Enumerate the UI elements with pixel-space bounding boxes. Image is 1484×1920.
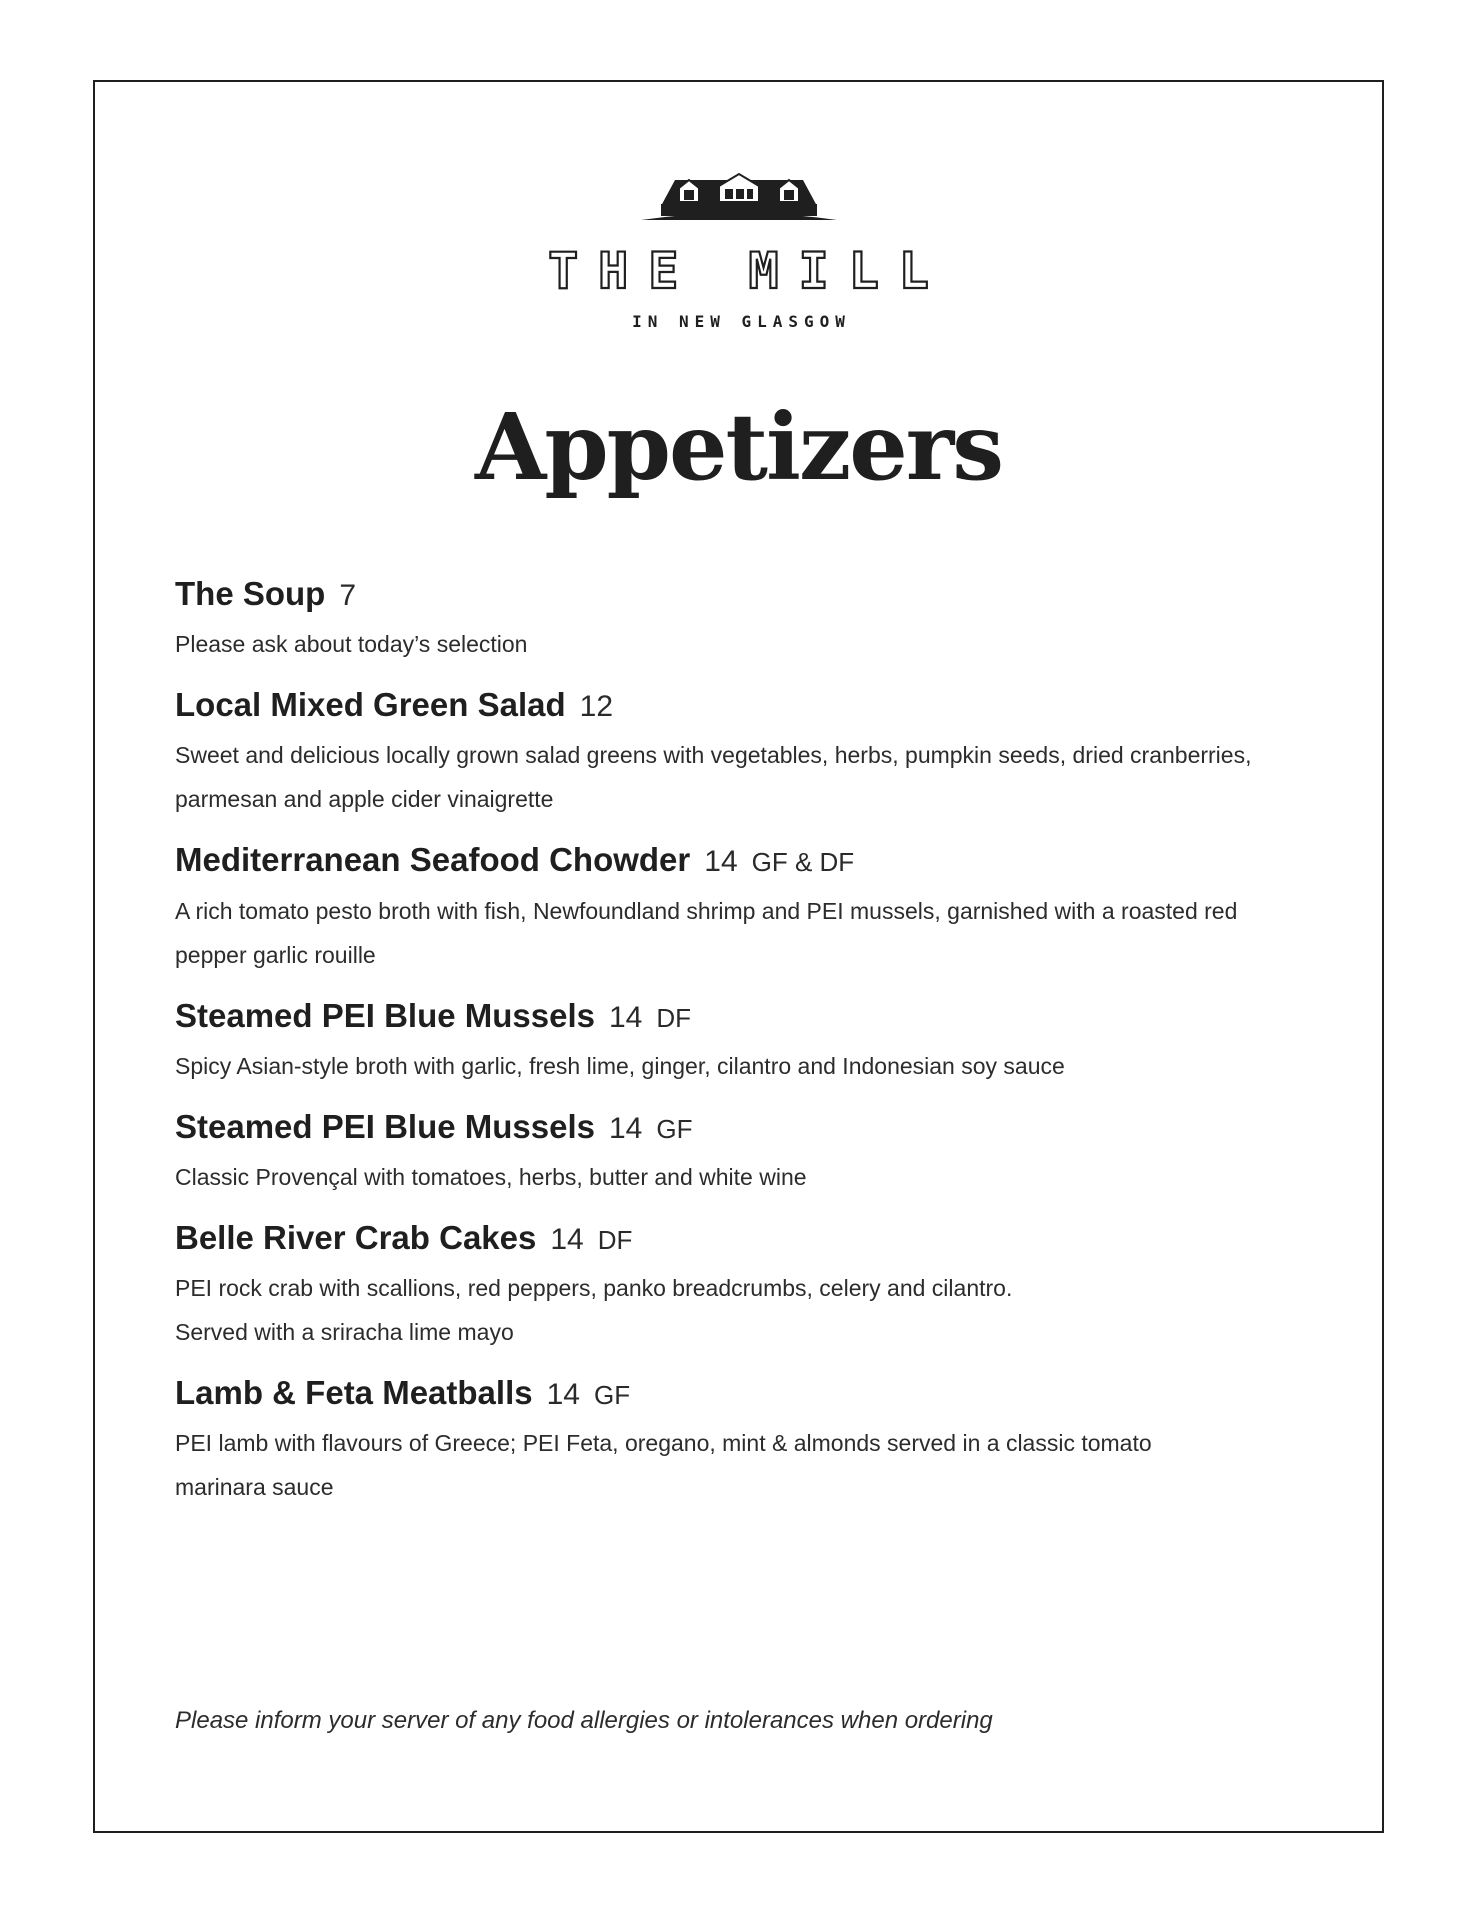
item-price: 14 xyxy=(704,845,738,879)
restaurant-location: IN NEW GLASGOW xyxy=(632,312,851,331)
item-name: Mediterranean Seafood Chowder xyxy=(175,841,691,879)
item-description-line: PEI rock crab with scallions, red peppers, panko breadcrumbs, celery and cilantro. xyxy=(175,1275,1013,1302)
item-price: 14 xyxy=(546,1378,580,1412)
item-name: Steamed PEI Blue Mussels xyxy=(175,1107,595,1145)
item-price: 12 xyxy=(579,690,614,724)
item-name: Steamed PEI Blue Mussels xyxy=(175,996,595,1034)
item-name: Local Mixed Green Salad xyxy=(175,686,566,724)
menu-frame xyxy=(93,80,1384,1833)
item-description: Please ask about today’s selection xyxy=(175,631,528,658)
item-description xyxy=(175,1266,1305,1354)
restaurant-name: THE MILL xyxy=(548,242,949,300)
page-title: Appetizers xyxy=(474,393,1003,501)
item-price: 14 xyxy=(550,1222,584,1256)
menu-item-meatballs xyxy=(175,1373,1305,1509)
item-name: Belle River Crab Cakes xyxy=(175,1218,537,1256)
item-description: Sweet and delicious locally grown salad greens with vegetables, herbs, pumpkin seeds, dried cranberries, parmesan and apple cider vinaigrette xyxy=(175,742,1252,813)
item-price: 14 xyxy=(609,1000,643,1034)
dietary-tag: GF & DF xyxy=(751,847,855,878)
menu-list xyxy=(175,574,1305,1528)
item-price: 7 xyxy=(339,579,357,612)
menu-item-chowder xyxy=(175,840,1305,976)
item-price: 14 xyxy=(609,1111,643,1145)
dietary-tag: DF xyxy=(656,1002,692,1033)
item-description: Spicy Asian-style broth with garlic, fresh lime, ginger, cilantro and Indonesian soy sauce xyxy=(175,1052,1065,1079)
item-name: The Soup xyxy=(175,575,326,612)
item-description: Classic Provençal with tomatoes, herbs, butter and white wine xyxy=(175,1163,807,1190)
mill-building-icon xyxy=(639,172,839,228)
menu-item-soup xyxy=(175,574,1305,666)
menu-item-salad xyxy=(175,685,1305,821)
menu-item-mussels-asian xyxy=(175,996,1305,1088)
item-description: A rich tomato pesto broth with fish, Newfoundland shrimp and PEI mussels, garnished with a roasted red pepper garlic rouille xyxy=(175,897,1238,968)
item-description: PEI lamb with flavours of Greece; PEI Feta, oregano, mint & almonds served in a classic tomato marinara sauce xyxy=(175,1430,1152,1501)
dietary-tag: DF xyxy=(597,1224,633,1255)
item-description-line: Served with a sriracha lime mayo xyxy=(175,1319,514,1346)
dietary-tag: GF xyxy=(593,1380,631,1411)
dietary-tag: GF xyxy=(656,1113,693,1144)
restaurant-logo xyxy=(95,172,1382,330)
menu-item-mussels-provencal xyxy=(175,1107,1305,1199)
menu-item-crab-cakes xyxy=(175,1218,1305,1354)
item-name: Lamb & Feta Meatballs xyxy=(175,1374,533,1412)
allergy-note: Please inform your server of any food allergies or intolerances when ordering xyxy=(175,1707,993,1734)
